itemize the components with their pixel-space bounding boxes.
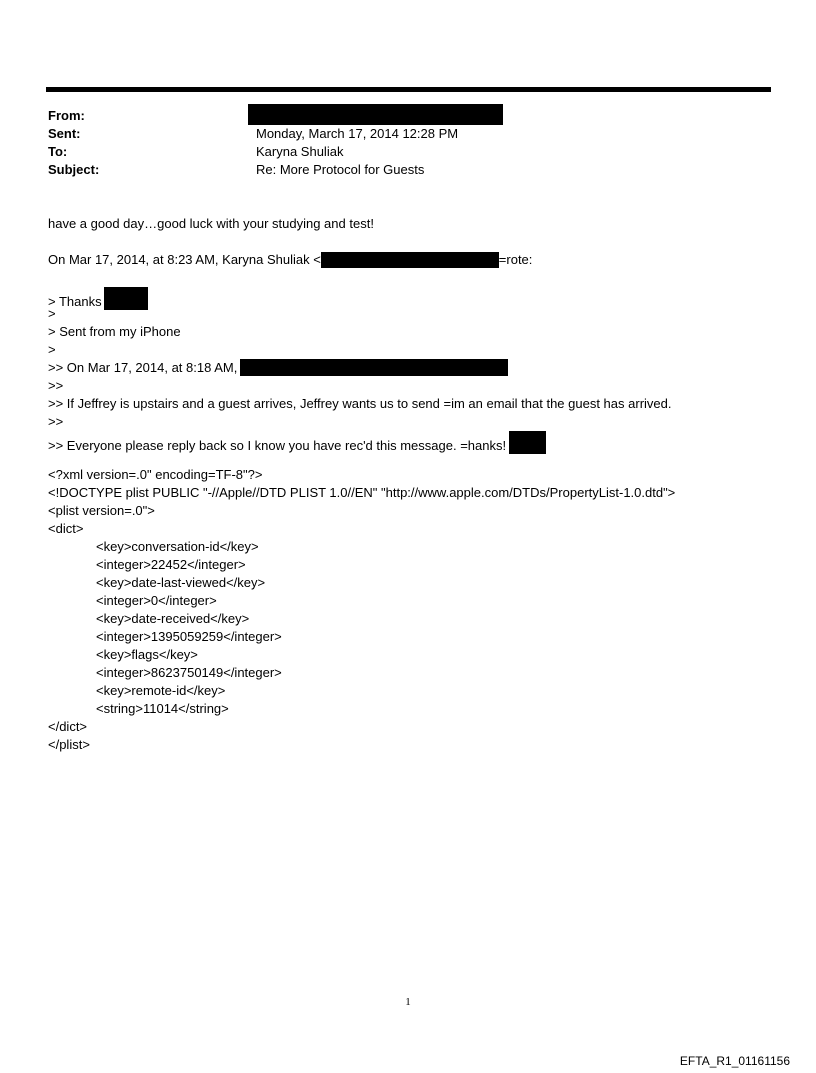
- plist-line: <key>remote-id</key>: [96, 683, 226, 698]
- plist-line: <integer>1395059259</integer>: [96, 629, 282, 644]
- sender-redaction: [240, 359, 508, 376]
- quote-blank-2: >: [48, 342, 56, 357]
- quote-sent-from: > Sent from my iPhone: [48, 324, 181, 339]
- plist-line: <integer>8623750149</integer>: [96, 665, 282, 680]
- quote-thanks: [48, 287, 148, 311]
- quote-intro: [48, 251, 532, 269]
- signature-redaction: [509, 431, 546, 454]
- sent-label: Sent:: [48, 126, 81, 141]
- plist-line: <key>conversation-id</key>: [96, 539, 259, 554]
- quote-intro-text: On Mar 17, 2014, at 8:23 AM, Karyna Shuliak <: [48, 252, 321, 267]
- quote-intro-tail: =rote:: [498, 252, 533, 267]
- plist-close: </plist>: [48, 737, 90, 752]
- plist-line: <integer>22452</integer>: [96, 557, 246, 572]
- bates-number: EFTA_R1_01161156: [679, 1054, 790, 1068]
- nested-quote-everyone-text: >> Everyone please reply back so I know you have rec'd this message. =hanks!: [48, 438, 507, 453]
- dict-open: <dict>: [48, 521, 84, 536]
- from-redaction: [248, 104, 503, 125]
- nested-quote-everyone: [48, 431, 546, 455]
- plist-line: <string>11014</string>: [96, 701, 229, 716]
- page-number: 1: [405, 996, 411, 1008]
- header-rule: [46, 87, 771, 92]
- name-redaction: [104, 287, 148, 310]
- nested-quote-blank-1: >>: [48, 378, 64, 393]
- plist-line: <key>date-last-viewed</key>: [96, 575, 266, 590]
- nested-quote-blank-2: >>: [48, 414, 64, 429]
- dict-close: </dict>: [48, 719, 88, 734]
- plist-line: <key>flags</key>: [96, 647, 198, 662]
- subject-label: Subject:: [48, 162, 100, 177]
- from-label: From:: [48, 108, 85, 123]
- to-label: To:: [48, 144, 68, 159]
- email-redaction: [321, 252, 499, 268]
- to-value: Karyna Shuliak: [256, 144, 344, 159]
- body-greeting: have a good day…good luck with your studying and test!: [48, 216, 374, 231]
- quote-thanks-text: > Thanks: [48, 294, 102, 309]
- nested-quote-jeffrey: >> If Jeffrey is upstairs and a guest arrives, Jeffrey wants us to send =im an email that the guest has arrived.: [48, 396, 672, 411]
- plist-doctype: <!DOCTYPE plist PUBLIC "-//Apple//DTD PLIST 1.0//EN" "http://www.apple.com/DTDs/PropertyList-1.0.dtd">: [48, 485, 676, 500]
- quote-blank-1: >: [48, 306, 56, 321]
- nested-quote-on-text: >> On Mar 17, 2014, at 8:18 AM,: [48, 360, 238, 375]
- plist-line: <key>date-received</key>: [96, 611, 250, 626]
- plist-line: <integer>0</integer>: [96, 593, 217, 608]
- subject-value: Re: More Protocol for Guests: [256, 162, 425, 177]
- plist-xml-decl: <?xml version=.0" encoding=TF-8"?>: [48, 467, 263, 482]
- sent-value: Monday, March 17, 2014 12:28 PM: [256, 126, 459, 141]
- nested-quote-on: [48, 359, 508, 377]
- plist-open: <plist version=.0">: [48, 503, 155, 518]
